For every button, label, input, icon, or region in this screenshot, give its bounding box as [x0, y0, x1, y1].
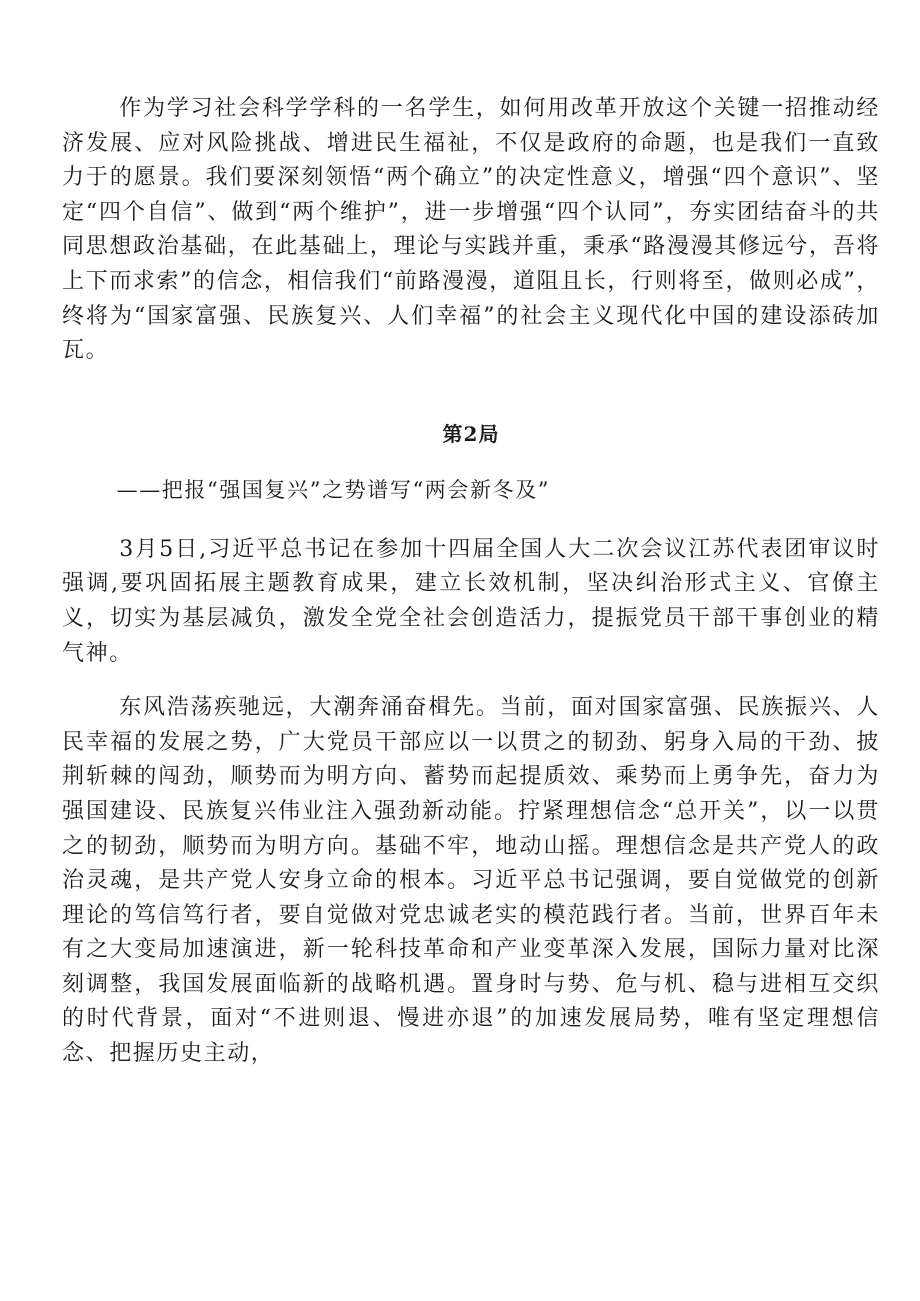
paragraph-intro: 作为学习社会科学学科的一名学生，如何用改革开放这个关键一招推动经济发展、应对风险挑战、增进民生福祉，不仅是政府的命题，也是我们一直致力于的愿景。我们要深刻领悟“两个确立”的决定性意义，增强“四个意识”、坚定“四个自信”、做到“两个维护”，进一步增强“四个认同”，夯实团结奋斗的共同思想政治基础，在此基础上，理论与实践并重，秉承“路漫漫其修远兮，吾将上下而求索”的信念，相信我们“前路漫漫，道阻且长，行则将至，做则必成”，终将为“国家富强、民族复兴、人们幸福”的社会主义现代化中国的建设添砖加瓦。	[62, 96, 880, 364]
paragraph-east-wind: 东风浩荡疾驰远，大潮奔涌奋楫先。当前，面对国家富强、民族振兴、人民幸福的发展之势，广大党员干部应以一以贯之的韧劲、躬身入局的干劲、披荆斩棘的闯劲，顺势而为明方向、蓄势而起提质效、乘势而上勇争先，奋力为强国建设、民族复兴伟业注入强劲新动能。拧紧理想信念“总开关”，以一以贯之的韧劲，顺势而为明方向。基础不牢，地动山摇。理想信念是共产党人的政治灵魂，是共产党人安身立命的根本。习近平总书记强调，要自觉做党的创新理论的笃信笃行者，要自觉做对党忠诚老实的模范践行者。当前，世界百年未有之大变局加速演进，新一轮科技革命和产业变革深入发展，国际力量对比深刻调整，我国发展面临新的战略机遇。置身时与势、危与机、稳与进相互交织的时代背景，面对“不进则退、慢进亦退”的加速发展局势，唯有坚定理想信念、把握历史主动，	[62, 695, 880, 1067]
paragraph-march-5: 3月5日,习近平总书记在参加十四届全国人大二次会议江苏代表团审议时强调,要巩固拓展主题教育成果，建立长效机制，坚决纠治形式主义、官僚主义，切实为基层减负，激发全党全社会创造活力，提振党员干部干事创业的精气神。	[62, 536, 880, 666]
section-heading: 第2局	[442, 421, 500, 446]
section-subtitle: ——把报“强国复兴”之势谱写“两会新冬及”	[116, 477, 551, 502]
document-page	[62, 92, 880, 1072]
